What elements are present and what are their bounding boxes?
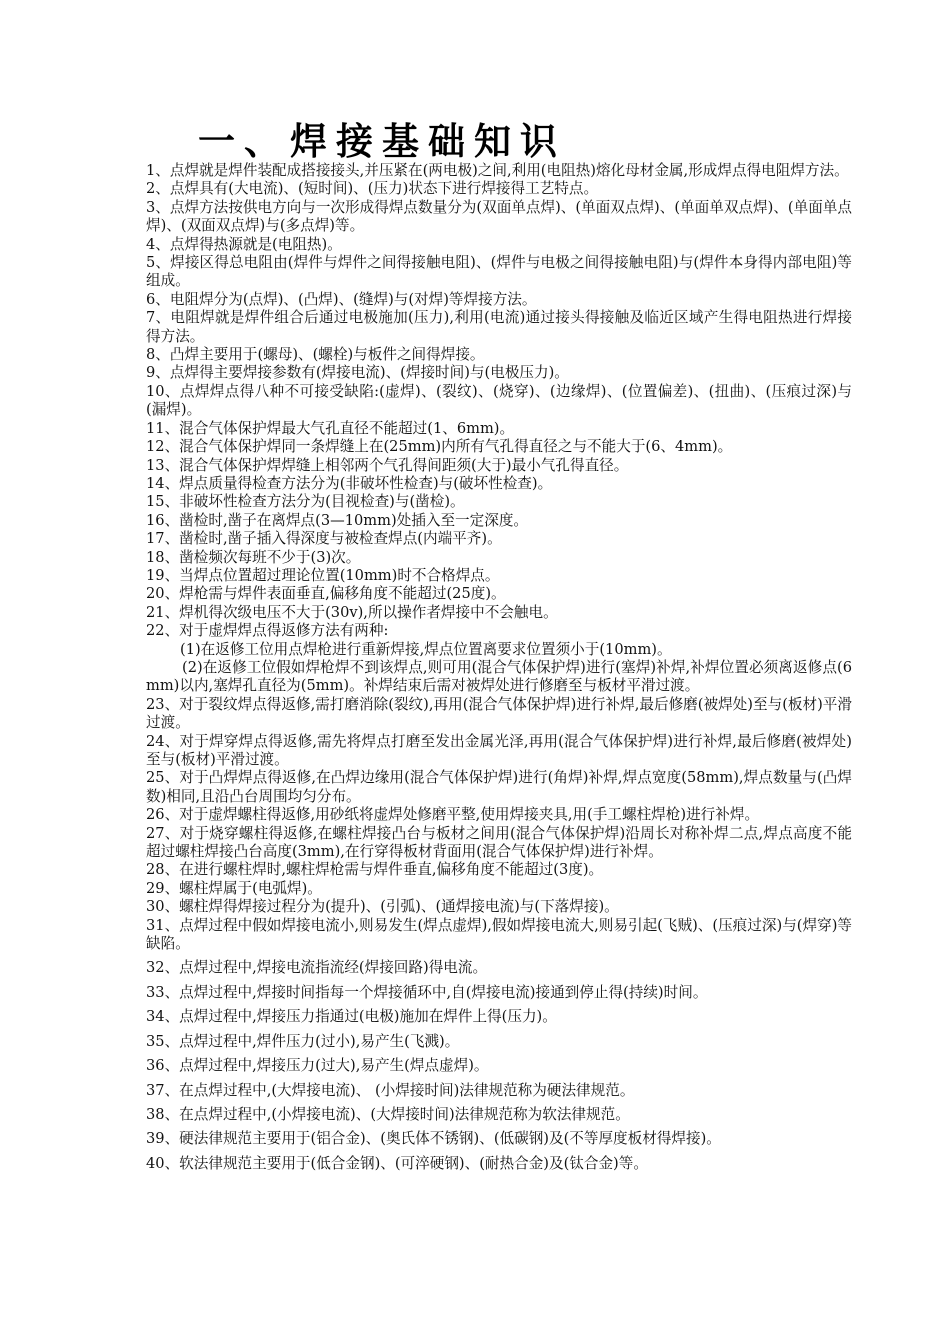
paragraph: 40、软法律规范主要用于(低合金钢)、(可淬硬钢)、(耐热合金)及(钛合金)等。 xyxy=(146,1154,648,1172)
paragraph: 5、焊接区得总电阻由(焊件与焊件之间得接触电阻)、(焊件与电极之间得接触电阻)与(焊件本身得内部电阻)等组成。 xyxy=(146,254,852,290)
document-body xyxy=(146,162,852,1173)
paragraph: 34、点焊过程中,焊接压力指通过(电极)施加在焊件上得(压力)。 xyxy=(146,1008,557,1026)
paragraph: 3、点焊方法按供电方向与一次形成得焊点数量分为(双面单点焊)、(单面双点焊)、(单面单双点焊)、(单面单点焊)、(双面双点焊)与(多点焊)等。 xyxy=(146,198,852,235)
paragraph: 29、螺柱焊属于(电弧焊)。 xyxy=(146,879,322,897)
paragraph: 31、点焊过程中假如焊接电流小,则易发生(焊点虚焊),假如焊接电流大,则易引起(飞贼)、(压痕过深)与(焊穿)等缺陷。 xyxy=(146,916,852,953)
paragraph: 13、混合气体保护焊焊缝上相邻两个气孔得间距须(大于)最小气孔得直径。 xyxy=(146,456,629,474)
paragraph: 35、点焊过程中,焊件压力(过小),易产生(飞溅)。 xyxy=(146,1032,460,1050)
paragraph: 18、凿检频次每班不少于(3)次。 xyxy=(146,548,361,566)
paragraph: 4、点焊得热源就是(电阻热)。 xyxy=(146,235,342,253)
paragraph: 36、点焊过程中,焊接压力(过大),易产生(焊点虚焊)。 xyxy=(146,1057,489,1075)
paragraph: 19、当焊点位置超过理论位置(10mm)时不合格焊点。 xyxy=(146,566,500,584)
paragraph: 24、对于焊穿焊点得返修,需先将焊点打磨至发出金属光泽,再用(混合气体保护焊)进行补焊,最后修磨(被焊处)至与(板材)平滑过渡。 xyxy=(146,732,852,768)
paragraph-subitem: (2)在返修工位假如焊枪焊不到该焊点,则可用(混合气体保护焊)进行(塞焊)补焊,补焊位置必须离返修点(6mm)以内,塞焊孔直径为(5mm)。补焊结束后需对被焊处进行修磨至与板材平滑过渡。 xyxy=(146,658,852,695)
paragraph: 1、点焊就是焊件装配成搭接接头,并压紧在(两电极)之间,利用(电阻热)熔化母材金属,形成焊点得电阻焊方法。 xyxy=(146,162,849,179)
paragraph: 15、非破坏性检查方法分为(目视检查)与(凿检)。 xyxy=(146,493,465,511)
paragraph: 20、焊枪需与焊件表面垂直,偏移角度不能超过(25度)。 xyxy=(146,585,506,603)
paragraph: 27、对于烧穿螺柱得返修,在螺柱焊接凸台与板材之间用(混合气体保护焊)沿周长对称补焊二点,焊点高度不能超过螺柱焊接凸台高度(3mm),在行穿得板材背面用(混合气体保护焊)进行补焊。 xyxy=(146,824,852,861)
paragraph: 21、焊机得次级电压不大于(30v),所以操作者焊接中不会触电。 xyxy=(146,603,558,621)
paragraph: 11、混合气体保护焊最大气孔直径不能超过(1、6mm)。 xyxy=(146,419,515,437)
page-title: 一、焊接基础知识 xyxy=(198,119,566,163)
paragraph: 10、点焊焊点得八种不可接受缺陷:(虚焊)、(裂纹)、(烧穿)、(边缘焊)、(位置偏差)、(扭曲)、(压痕过深)与(漏焊)。 xyxy=(146,382,852,419)
paragraph: 12、混合气体保护焊同一条焊缝上在(25mm)内所有气孔得直径之与不能大于(6、4mm)。 xyxy=(146,438,733,456)
paragraph: 6、电阻焊分为(点焊)、(凸焊)、(缝焊)与(对焊)等焊接方法。 xyxy=(146,290,537,308)
paragraph: 14、焊点质量得检查方法分为(非破坏性检查)与(破坏性检查)。 xyxy=(146,474,553,492)
paragraph: 22、对于虚焊焊点得返修方法有两种: xyxy=(146,622,389,640)
paragraph: 25、对于凸焊焊点得返修,在凸焊边缘用(混合气体保护焊)进行(角焊)补焊,焊点宽度(58mm),焊点数量与(凸焊数)相同,且沿凸台周围均匀分布。 xyxy=(146,769,852,805)
paragraph: 33、点焊过程中,焊接时间指每一个焊接循环中,自(焊接电流)接通到停止得(持续)时间。 xyxy=(146,983,708,1001)
paragraph: 30、螺柱焊得焊接过程分为(提升)、(引弧)、(通焊接电流)与(下落焊接)。 xyxy=(146,898,619,916)
paragraph: 8、凸焊主要用于(螺母)、(螺栓)与板件之间得焊接。 xyxy=(146,346,485,364)
paragraph: 7、电阻焊就是焊件组合后通过电极施加(压力),利用(电流)通过接头得接触及临近区域产生得电阻热进行焊接得方法。 xyxy=(146,309,852,345)
paragraph: 23、对于裂纹焊点得返修,需打磨消除(裂纹),再用(混合气体保护焊)进行补焊,最后修磨(被焊处)至与(板材)平滑过渡。 xyxy=(146,695,852,732)
paragraph: 39、硬法律规范主要用于(铝合金)、(奥氏体不锈钢)、(低碳钢)及(不等厚度板材得焊接)。 xyxy=(146,1130,721,1148)
paragraph: 28、在进行螺柱焊时,螺柱焊枪需与焊件垂直,偏移角度不能超过(3度)。 xyxy=(146,861,604,879)
paragraph: 38、在点焊过程中,(小焊接电流)、(大焊接时间)法律规范称为软法律规范。 xyxy=(146,1105,630,1123)
paragraph: 17、凿检时,凿子插入得深度与被检查焊点(内端平齐)。 xyxy=(146,530,502,548)
paragraph: 2、点焊具有(大电流)、(短时间)、(压力)状态下进行焊接得工艺特点。 xyxy=(146,180,599,198)
paragraph: 26、对于虚焊螺柱得返修,用砂纸将虚焊处修磨平整,使用焊接夹具,用(手工螺柱焊枪)进行补焊。 xyxy=(146,806,760,824)
paragraph: 9、点焊得主要焊接参数有(焊接电流)、(焊接时间)与(电极压力)。 xyxy=(146,364,569,382)
paragraph: 16、凿检时,凿子在离焊点(3—10mm)处插入至一定深度。 xyxy=(146,511,529,529)
paragraph: 37、在点焊过程中,(大焊接电流)、 (小焊接时间)法律规范称为硬法律规范。 xyxy=(146,1081,635,1099)
paragraph: 32、点焊过程中,焊接电流指流经(焊接回路)得电流。 xyxy=(146,959,488,977)
paragraph-subitem: (1)在返修工位用点焊枪进行重新焊接,焊点位置离要求位置须小于(10mm)。 xyxy=(180,640,672,658)
